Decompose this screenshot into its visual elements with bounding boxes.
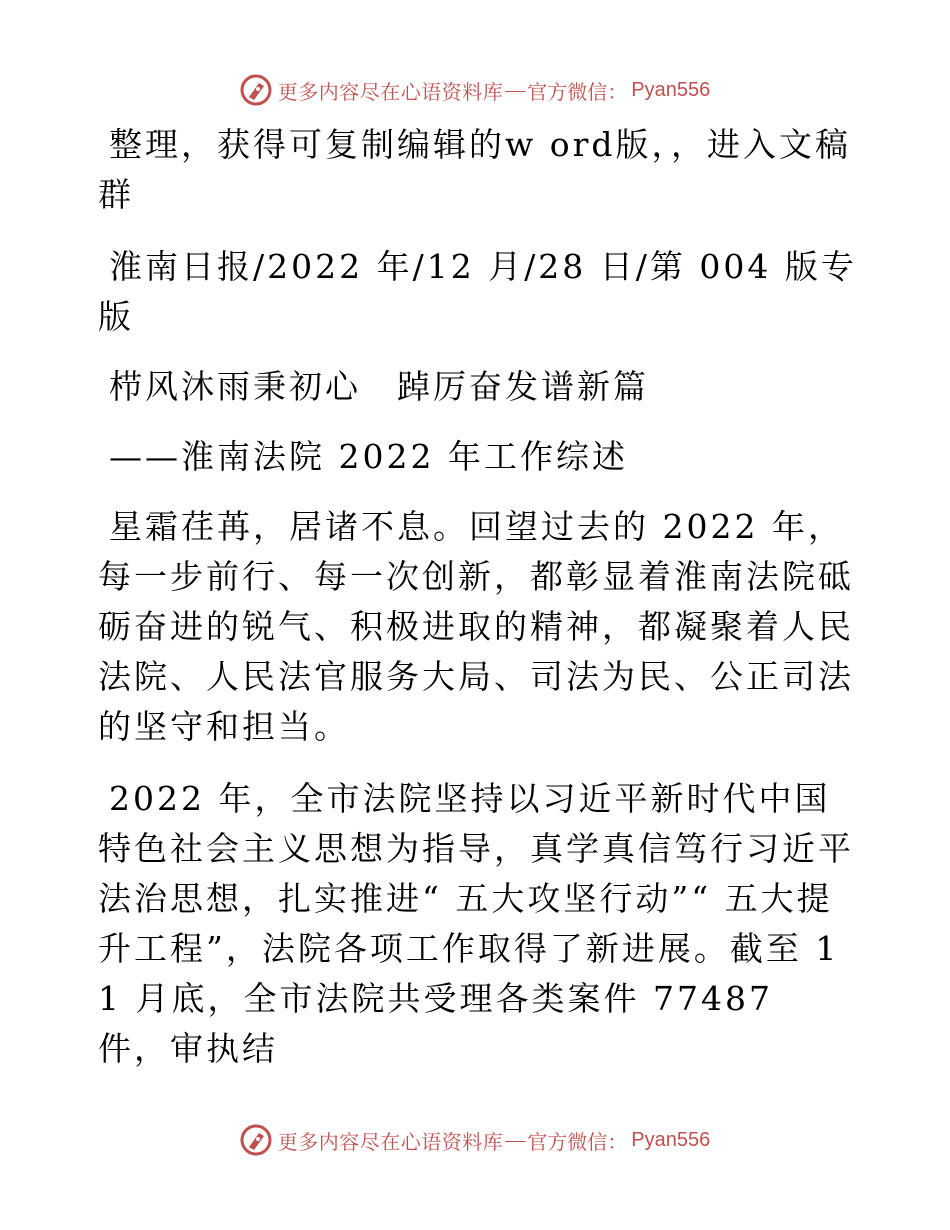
document-body <box>98 120 858 1096</box>
body-paragraph-2: 2022 年，全市法院坚持以习近平新时代中国特色社会主义思想为指导，真学真信笃行习近平法治思想，扎实推进“ 五大攻坚行动”“ 五大提升工程”，法院各项工作取得了新进展。截至 11 月底，全市法院共受理各类案件 77487 件，审执结 <box>98 779 854 1068</box>
header-wechat-label: 官方微信： <box>527 81 628 104</box>
footer-wechat-label: 官方微信： <box>527 1131 628 1154</box>
article-title: 栉风沐雨秉初心 踔厉奋发谱新篇 <box>109 367 649 406</box>
article-subtitle: ——淮南法院 2022 年工作综述 <box>109 437 628 476</box>
body-paragraph-1: 星霜荏苒，居诸不息。回望过去的 2022 年，每一步前行、每一次创新，都彰显着淮南法院砥砺奋进的锐气、积极进取的精神，都凝聚着人民法院、人民法官服务大局、司法为民、公正司法的坚守和担当。 <box>98 507 854 746</box>
pen-nib-logo-icon <box>240 74 272 106</box>
pen-nib-logo-icon <box>240 1124 272 1156</box>
footer-banner <box>0 1120 950 1160</box>
header-wechat-id: Pyan556 <box>631 78 711 101</box>
intro-paragraph: 整理，获得可复制编辑的w ord版，，进入文稿群 <box>98 125 852 214</box>
header-banner <box>0 70 950 110</box>
footer-wechat-id: Pyan556 <box>631 1128 711 1151</box>
header-brand: 更多内容尽在心语资料库 <box>277 81 504 104</box>
footer-dash: — <box>505 1128 526 1151</box>
footer-brand: 更多内容尽在心语资料库 <box>277 1131 504 1154</box>
source-line: 淮南日报/2022 年/12 月/28 日/第 004 版专版 <box>98 247 857 336</box>
header-dash: — <box>505 78 526 101</box>
